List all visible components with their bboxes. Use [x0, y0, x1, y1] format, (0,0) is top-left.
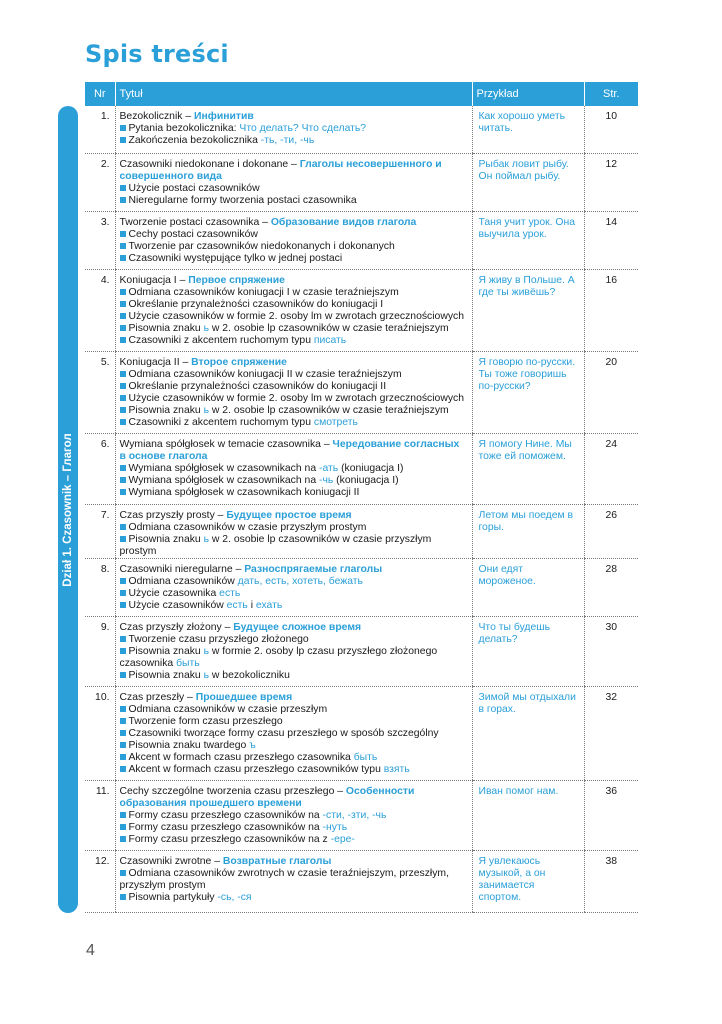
subtopic-item: [120, 369, 468, 381]
subtopic-russian-text: дать, есть, хотеть, бежать: [237, 575, 363, 587]
section-side-tab-label: Dział 1. Czasownik – Глагол: [62, 432, 74, 587]
row-topic: [115, 504, 472, 558]
row-title-russian: Второе спряжение: [191, 356, 287, 368]
row-example: Что ты будешь делать?: [472, 616, 584, 686]
row-page: 10: [584, 106, 638, 153]
section-side-tab: [58, 106, 78, 913]
table-row: [85, 780, 638, 850]
subtopic-text: (koniugacja I): [333, 474, 399, 486]
row-title-russian: Будущее простое время: [226, 509, 352, 521]
subtopic-text: Użycie czasowników w formie 2. osoby lm w zwrotach grzecznościowych: [128, 310, 464, 322]
row-title-russian: Будущее сложное время: [233, 621, 362, 633]
row-topic: [115, 686, 472, 780]
subtopic-text: Pisownia znaku: [128, 669, 204, 681]
subtopic-russian-text: -ать: [319, 462, 339, 474]
table-row: [85, 433, 638, 504]
header-nr: Nr: [85, 82, 115, 106]
subtopic-text: Akcent w formach czasu przeszłego czasowników typu: [128, 763, 384, 775]
row-title: Tworzenie postaci czasownika –: [119, 216, 271, 228]
row-number: 6.: [85, 433, 115, 504]
square-bullet-icon: [120, 289, 126, 295]
square-bullet-icon: [120, 325, 126, 331]
subtopic-item: [120, 892, 468, 904]
square-bullet-icon: [120, 754, 126, 760]
subtopic-item: [120, 323, 468, 335]
square-bullet-icon: [120, 395, 126, 401]
subtopic-text: Pisownia znaku: [128, 404, 204, 416]
square-bullet-icon: [120, 718, 126, 724]
row-number: 1.: [85, 106, 115, 153]
row-page: 32: [584, 686, 638, 780]
row-page: 14: [584, 211, 638, 269]
row-example: Иван помог нам.: [472, 780, 584, 850]
square-bullet-icon: [120, 578, 126, 584]
subtopic-item: [120, 600, 468, 612]
subtopic-text: Tworzenie par czasowników niedokonanych i dokonanych: [128, 240, 395, 252]
subtopic-text: Pisownia znaku twardego: [128, 739, 250, 751]
row-title-russian: Первое спряжение: [188, 274, 285, 286]
subtopic-russian-text: ъ: [249, 739, 256, 751]
row-topic: [115, 269, 472, 351]
subtopic-text: Wymiana spółgłosek w czasownikach na: [128, 474, 319, 486]
row-number: 4.: [85, 269, 115, 351]
header-title: Tytuł: [115, 82, 472, 106]
row-title: Wymiana spółgłosek w temacie czasownika –: [119, 438, 333, 450]
subtopic-item: [120, 534, 468, 558]
row-topic: [115, 153, 472, 211]
subtopic-item: [120, 299, 468, 311]
subtopic-text: i: [247, 599, 256, 611]
row-number: 5.: [85, 351, 115, 433]
row-number: 10.: [85, 686, 115, 780]
subtopic-item: [120, 670, 468, 682]
square-bullet-icon: [120, 602, 126, 608]
row-topic: [115, 211, 472, 269]
subtopic-text: Odmiana czasowników w czasie przeszłym: [128, 703, 328, 715]
square-bullet-icon: [120, 477, 126, 483]
subtopic-text: Czasowniki z akcentem ruchomym typu: [128, 334, 314, 346]
square-bullet-icon: [120, 636, 126, 642]
row-title-russian: Особенности образования прошедшего времени: [119, 785, 415, 809]
subtopic-text: Wymiana spółgłosek w czasownikach koniugacji II: [128, 486, 360, 498]
header-page: Str.: [584, 82, 638, 106]
contents-table-header: [85, 82, 638, 106]
subtopic-text: Użycie czasownika: [128, 587, 220, 599]
subtopic-text: w 2. osobie lp czasowników w czasie teraźniejszym: [209, 404, 449, 416]
row-title-russian: Образование видов глагола: [270, 216, 417, 228]
square-bullet-icon: [120, 137, 126, 143]
square-bullet-icon: [120, 185, 126, 191]
square-bullet-icon: [120, 894, 126, 900]
subtopic-text: Użycie czasowników w formie 2. osoby lm w zwrotach grzecznościowych: [128, 392, 464, 404]
subtopic-text: Formy czasu przeszłego czasowników na z: [128, 833, 331, 845]
subtopic-item: [120, 195, 468, 207]
subtopic-item: [120, 475, 468, 487]
row-title: Czasowniki niedokonane i dokonane –: [119, 158, 300, 170]
subtopic-text: Czasowniki tworzące formy czasu przeszłego w sposób szczególny: [128, 727, 439, 739]
square-bullet-icon: [120, 824, 126, 830]
row-example: Они едят мороженое.: [472, 558, 584, 616]
subtopic-item: [120, 576, 468, 588]
subtopic-russian-text: взять: [383, 763, 410, 775]
row-number: 11.: [85, 780, 115, 850]
table-row: [85, 211, 638, 269]
row-number: 7.: [85, 504, 115, 558]
subtopic-text: Pisownia znaku: [128, 645, 204, 657]
row-topic: [115, 780, 472, 850]
row-topic: [115, 558, 472, 616]
table-row: [85, 686, 638, 780]
row-title-russian: Разноспрягаемые глаголы: [244, 563, 383, 575]
subtopic-item: [120, 716, 468, 728]
row-example: Я помогу Нине. Мы тоже ей поможем.: [472, 433, 584, 504]
subtopic-text: Nieregularne formy tworzenia postaci czasownika: [128, 194, 357, 206]
row-title: Koniugacja II –: [119, 356, 192, 368]
subtopic-text: Zakończenia bezokolicznika: [128, 135, 261, 146]
subtopic-russian-text: -ть, -ти, -чь: [260, 135, 315, 146]
subtopic-text: Użycie czasowników: [128, 599, 227, 611]
square-bullet-icon: [120, 836, 126, 842]
subtopic-text: Formy czasu przeszłego czasowników na: [128, 809, 323, 821]
subtopic-text: Pisownia znaku: [128, 533, 204, 545]
row-title-russian: Прошедшее время: [195, 691, 293, 703]
row-page: 16: [584, 269, 638, 351]
table-row: [85, 850, 638, 912]
table-row: [85, 106, 638, 153]
subtopic-russian-text: есть: [219, 587, 241, 599]
subtopic-text: Określanie przynależności czasowników do koniugacji II: [128, 380, 387, 392]
subtopic-russian-text: -ере-: [330, 833, 355, 845]
subtopic-russian-text: есть: [226, 599, 248, 611]
page-number: 4: [86, 942, 95, 959]
square-bullet-icon: [120, 255, 126, 261]
subtopic-text: Wymiana spółgłosek w czasownikach na: [128, 462, 319, 474]
row-title-russian: Инфинитив: [194, 111, 254, 122]
row-page: 28: [584, 558, 638, 616]
subtopic-text: Określanie przynależności czasowników do koniugacji I: [128, 298, 384, 310]
subtopic-item: [120, 381, 468, 393]
subtopic-item: [120, 393, 468, 405]
row-number: 9.: [85, 616, 115, 686]
row-page: 12: [584, 153, 638, 211]
subtopic-item: [120, 135, 468, 147]
square-bullet-icon: [120, 489, 126, 495]
square-bullet-icon: [120, 197, 126, 203]
subtopic-item: [120, 417, 468, 429]
subtopic-item: [120, 335, 468, 347]
subtopic-russian-text: ь: [203, 669, 210, 681]
row-title: Czas przyszły prosty –: [119, 509, 227, 521]
subtopic-item: [120, 588, 468, 600]
subtopic-item: [120, 740, 468, 752]
row-topic: [115, 616, 472, 686]
subtopic-item: [120, 311, 468, 323]
table-row: [85, 616, 638, 686]
square-bullet-icon: [120, 231, 126, 237]
square-bullet-icon: [120, 125, 126, 131]
square-bullet-icon: [120, 870, 126, 876]
subtopic-russian-text: писать: [313, 334, 347, 346]
row-page: 38: [584, 850, 638, 912]
square-bullet-icon: [120, 536, 126, 542]
subtopic-text: Formy czasu przeszłego czasowników na: [128, 821, 323, 833]
subtopic-text: w bezokoliczniku: [209, 669, 290, 681]
subtopic-text: Odmiana czasowników koniugacji II w czasie teraźniejszym: [128, 368, 402, 380]
row-title: Bezokolicznik –: [119, 111, 195, 122]
subtopic-russian-text: -сь, -ся: [217, 891, 252, 903]
subtopic-text: Pisownia partykuły: [128, 891, 218, 903]
row-title-russian: Возвратные глаголы: [222, 855, 332, 867]
square-bullet-icon: [120, 812, 126, 818]
subtopic-text: Pisownia znaku: [128, 322, 204, 334]
row-number: 8.: [85, 558, 115, 616]
square-bullet-icon: [120, 465, 126, 471]
square-bullet-icon: [120, 730, 126, 736]
row-number: 2.: [85, 153, 115, 211]
row-page: 30: [584, 616, 638, 686]
subtopic-russian-text: Что делать? Что сделать?: [239, 123, 367, 134]
subtopic-text: Odmiana czasowników: [128, 575, 238, 587]
subtopic-text: Czasowniki występujące tylko w jednej postaci: [128, 252, 343, 264]
subtopic-text: Cechy postaci czasowników: [128, 228, 258, 240]
subtopic-text: Odmiana czasowników w czasie przyszłym prostym: [128, 521, 367, 533]
subtopic-text: Tworzenie form czasu przeszłego: [128, 715, 283, 727]
row-topic: [115, 433, 472, 504]
row-example: Я говорю по-русски. Ты тоже говоришь по-русски?: [472, 351, 584, 433]
subtopic-item: [120, 728, 468, 740]
subtopic-russian-text: ехать: [255, 599, 283, 611]
subtopic-russian-text: -сти, -зти, -чь: [322, 809, 387, 821]
row-title-russian: Глаголы несовершенного и совершенного вида: [119, 158, 442, 182]
square-bullet-icon: [120, 672, 126, 678]
subtopic-text: Pytania bezokolicznika:: [128, 123, 240, 134]
subtopic-text: Odmiana czasowników zwrotnych w czasie teraźniejszym, przeszłym, przyszłym prostym: [119, 867, 449, 891]
contents-table: [85, 82, 638, 913]
subtopic-russian-text: ь: [203, 322, 210, 334]
row-example: Таня учит урок. Она выучила урок.: [472, 211, 584, 269]
subtopic-item: [120, 183, 468, 195]
row-example: Я живу в Польше. А где ты живёшь?: [472, 269, 584, 351]
subtopic-russian-text: ь: [203, 404, 210, 416]
row-page: 36: [584, 780, 638, 850]
contents-table-body: [85, 106, 638, 912]
subtopic-item: [120, 241, 468, 253]
page-title: Spis treści: [85, 40, 229, 68]
square-bullet-icon: [120, 590, 126, 596]
subtopic-text: Tworzenie czasu przyszłego złożonego: [128, 633, 309, 645]
subtopic-russian-text: -нуть: [322, 821, 348, 833]
subtopic-russian-text: быть: [176, 657, 200, 669]
square-bullet-icon: [120, 407, 126, 413]
row-topic: [115, 106, 472, 153]
square-bullet-icon: [120, 742, 126, 748]
square-bullet-icon: [120, 243, 126, 249]
subtopic-item: [120, 253, 468, 265]
subtopic-item: [120, 810, 468, 822]
subtopic-item: [120, 123, 468, 135]
subtopic-text: Odmiana czasowników koniugacji I w czasie teraźniejszym: [128, 286, 399, 298]
subtopic-russian-text: -чь: [319, 474, 334, 486]
subtopic-item: [120, 487, 468, 499]
subtopic-item: [120, 646, 468, 670]
square-bullet-icon: [120, 648, 126, 654]
row-page: 26: [584, 504, 638, 558]
row-title: Czas przeszły –: [119, 691, 196, 703]
square-bullet-icon: [120, 371, 126, 377]
subtopic-item: [120, 822, 468, 834]
row-example: Я увлекаюсь музыкой, а он занимается спортом.: [472, 850, 584, 912]
row-page: 24: [584, 433, 638, 504]
square-bullet-icon: [120, 313, 126, 319]
square-bullet-icon: [120, 524, 126, 530]
row-example: Зимой мы отдыхали в горах.: [472, 686, 584, 780]
row-title: Czasowniki zwrotne –: [119, 855, 223, 867]
header-example: Przykład: [472, 82, 584, 106]
subtopic-text: w 2. osobie lp czasowników w czasie teraźniejszym: [209, 322, 449, 334]
row-page: 20: [584, 351, 638, 433]
subtopic-russian-text: быть: [353, 751, 378, 763]
row-title: Cechy szczególne tworzenia czasu przeszłego –: [119, 785, 346, 797]
subtopic-text: Czasowniki z akcentem ruchomym typu: [128, 416, 314, 428]
square-bullet-icon: [120, 706, 126, 712]
subtopic-item: [120, 704, 468, 716]
row-example: Рыбак ловит рыбу. Он поймал рыбу.: [472, 153, 584, 211]
row-title: Czas przyszły złożony –: [119, 621, 234, 633]
table-row: [85, 351, 638, 433]
subtopic-item: [120, 522, 468, 534]
subtopic-item: [120, 764, 468, 776]
subtopic-item: [120, 868, 468, 892]
table-row: [85, 153, 638, 211]
subtopic-russian-text: ь: [203, 533, 210, 545]
table-row: [85, 504, 638, 558]
subtopic-russian-text: ь: [203, 645, 210, 657]
square-bullet-icon: [120, 301, 126, 307]
table-row: [85, 269, 638, 351]
row-number: 3.: [85, 211, 115, 269]
subtopic-item: [120, 463, 468, 475]
square-bullet-icon: [120, 419, 126, 425]
subtopic-text: (koniugacja I): [338, 462, 404, 474]
subtopic-item: [120, 287, 468, 299]
row-title-russian: Чередование согласных в основе глагола: [119, 438, 460, 462]
row-title: Czasowniki nieregularne –: [119, 563, 245, 575]
subtopic-item: [120, 405, 468, 417]
row-topic: [115, 850, 472, 912]
table-row: [85, 558, 638, 616]
row-example: Летом мы поедем в горы.: [472, 504, 584, 558]
subtopic-item: [120, 229, 468, 241]
subtopic-item: [120, 834, 468, 846]
subtopic-text: w 2. osobie lp czasowników w czasie przyszłym prostym: [119, 533, 432, 557]
row-topic: [115, 351, 472, 433]
row-example: Как хорошо уметь читать.: [472, 106, 584, 153]
square-bullet-icon: [120, 337, 126, 343]
subtopic-item: [120, 634, 468, 646]
square-bullet-icon: [120, 766, 126, 772]
row-title: Koniugacja I –: [119, 274, 189, 286]
subtopic-item: [120, 752, 468, 764]
subtopic-russian-text: смотреть: [313, 416, 358, 428]
subtopic-text: Akcent w formach czasu przeszłego czasownika: [128, 751, 354, 763]
subtopic-text: Użycie postaci czasowników: [128, 182, 260, 194]
row-number: 12.: [85, 850, 115, 912]
square-bullet-icon: [120, 383, 126, 389]
subtopic-text: w formie 2. osoby lp czasu przyszłego złożonego czasownika: [119, 645, 438, 669]
